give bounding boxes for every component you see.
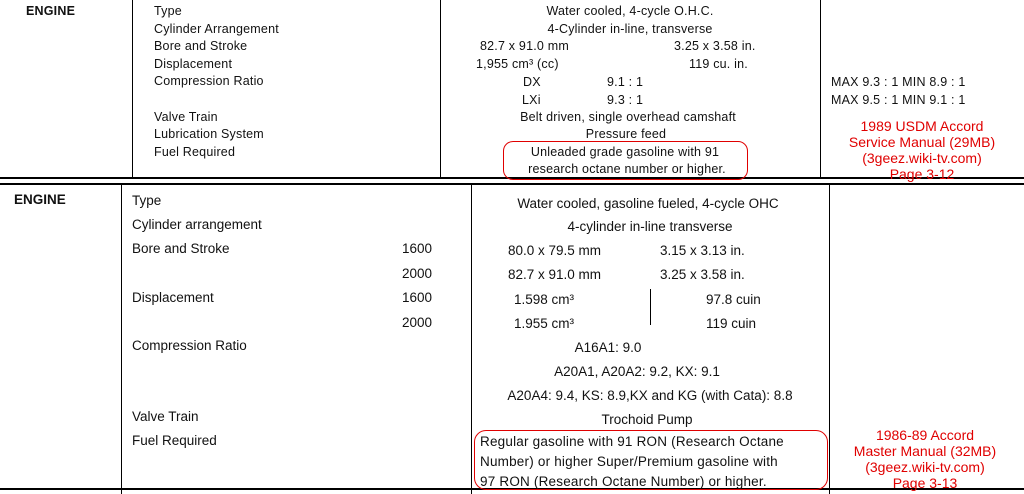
lower-divider-1 [121,184,122,494]
upper-fuel-line-2: research octane number or higher. [528,162,726,176]
lower-valve-value: Trochoid Pump [601,412,693,427]
upper-cr-dx-range: MAX 9.3 : 1 MIN 8.9 : 1 [831,75,966,89]
lower-label-valve: Valve Train [132,409,199,424]
lower-divider-3 [829,184,830,494]
upper-source-page: Page 3-12 [889,166,955,182]
lower-cr-line-3: A20A4: 9.4, KS: 8.9,KX and KG (with Cata): 8.8 [507,388,793,403]
upper-disp-metric: 1,955 cm³ (cc) [476,57,559,71]
upper-divider-2 [440,0,441,178]
lower-divider-2 [471,184,472,494]
lower-fuel-text [480,432,825,492]
lower-type-value: Water cooled, gasoline fueled, 4-cycle OHC [517,196,779,211]
upper-label-fuel: Fuel Required [154,145,236,159]
lower-top-rule [0,183,1024,185]
lower-disp-sub-2000: 2000 [402,315,433,330]
lower-cr-line-2: A20A1, A20A2: 9.2, KX: 9.1 [554,364,720,379]
upper-type-value: Water cooled, 4-cycle O.H.C. [546,4,714,18]
lower-fuel-line-3: 97 RON (Research Octane Number) or higher. [480,474,767,489]
lower-section-heading: ENGINE [14,192,66,207]
upper-label-type: Type [154,4,182,18]
lower-bore-2000-metric: 82.7 x 91.0 mm [508,267,602,282]
lower-label-displacement: Displacement [132,290,214,305]
lower-fuel-line-1: Regular gasoline with 91 RON (Research Octane [480,434,784,449]
lower-disp-2000-imperial: 119 cuin [706,316,757,331]
upper-divider-1 [132,0,133,178]
lower-label-type: Type [132,193,162,208]
upper-lube-value: Pressure feed [585,127,667,141]
lower-disp-sub-1600: 1600 [402,290,433,305]
upper-disp-imperial: 119 cu. in. [689,57,748,71]
lower-bore-1600-metric: 80.0 x 79.5 mm [508,243,602,258]
upper-source-site: (3geez.wiki-tv.com) [862,150,982,166]
lower-source-note [833,427,1017,491]
lower-label-bore: Bore and Stroke [132,241,230,256]
upper-valve-value: Belt driven, single overhead camshaft [520,110,736,124]
lower-disp-1600-metric: 1.598 cm³ [514,292,575,307]
lower-fuel-line-2: Number) or higher Super/Premium gasoline with [480,454,778,469]
lower-disp-2000-metric: 1.955 cm³ [514,316,575,331]
lower-source-title: 1986-89 Accord [875,427,975,443]
upper-cylinder-value: 4-Cylinder in-line, transverse [547,22,713,36]
lower-source-manual: Master Manual (32MB) [853,443,997,459]
lower-label-cylinder: Cylinder arrangement [132,217,262,232]
upper-bore-imperial: 3.25 x 3.58 in. [674,39,756,53]
upper-cr-dx-value: 9.1 : 1 [607,75,644,89]
upper-cr-dx-label: DX [523,75,541,89]
upper-label-lubrication: Lubrication System [154,127,264,141]
lower-bore-1600-imperial: 3.15 x 3.13 in. [660,243,745,258]
upper-cr-lxi-range: MAX 9.5 : 1 MIN 9.1 : 1 [831,93,966,107]
displacement-value-divider [650,289,651,325]
upper-source-note [830,118,1014,182]
lower-cylinder-value: 4-cylinder in-line transverse [567,219,733,234]
lower-label-fuel: Fuel Required [132,433,217,448]
upper-fuel-line-1: Unleaded grade gasoline with 91 [530,145,720,159]
upper-label-valve: Valve Train [154,110,218,124]
upper-label-displacement: Displacement [154,57,233,71]
upper-cr-lxi-label: LXi [522,93,541,107]
lower-source-site: (3geez.wiki-tv.com) [865,459,985,475]
lower-disp-1600-imperial: 97.8 cuin [706,292,761,307]
upper-label-bore: Bore and Stroke [154,39,248,53]
lower-cr-line-1: A16A1: 9.0 [574,340,642,355]
upper-divider-3 [820,0,821,178]
lower-bore-2000-imperial: 3.25 x 3.58 in. [660,267,745,282]
upper-bore-metric: 82.7 x 91.0 mm [480,39,569,53]
upper-label-compression: Compression Ratio [154,74,264,88]
upper-section-heading: ENGINE [26,4,76,18]
upper-label-cylinder: Cylinder Arrangement [154,22,279,36]
lower-bore-sub-2000: 2000 [402,266,433,281]
upper-source-manual: Service Manual (29MB) [848,134,996,150]
lower-label-compression: Compression Ratio [132,338,247,353]
upper-source-title: 1989 USDM Accord [860,118,984,134]
lower-bore-sub-1600: 1600 [402,241,433,256]
lower-source-page: Page 3-13 [892,475,958,491]
upper-cr-lxi-value: 9.3 : 1 [607,93,644,107]
